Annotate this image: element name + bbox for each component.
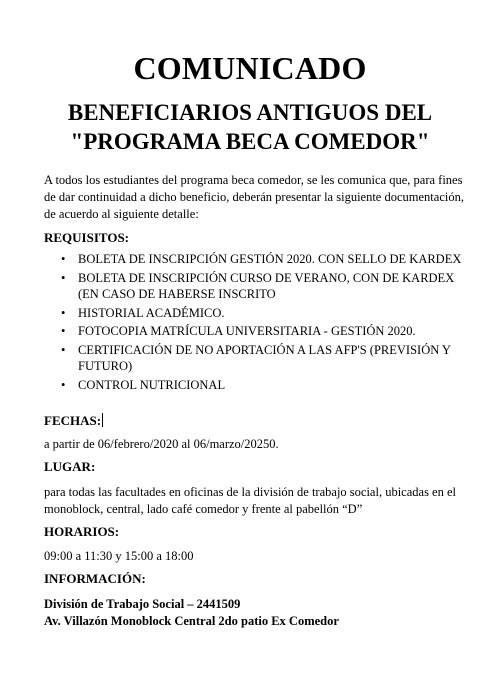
text-cursor xyxy=(102,413,103,427)
horarios-heading: HORARIOS: xyxy=(44,524,120,539)
bullet-icon: • xyxy=(61,342,66,357)
informacion-line-1: División de Trabajo Social – 2441509 xyxy=(44,597,241,611)
list-item xyxy=(44,377,464,394)
list-item-text: HISTORIAL ACADÉMICO. xyxy=(78,305,225,320)
document-subtitle xyxy=(0,98,500,156)
requisitos-heading: REQUISITOS: xyxy=(44,230,130,245)
fechas-text: a partir de 06/febrero/2020 al 06/marzo/20250. xyxy=(44,437,279,451)
list-item xyxy=(44,251,464,268)
informacion-heading: INFORMACIÓN: xyxy=(44,571,146,586)
subtitle-line-1: BENEFICIARIOS ANTIGUOS DEL xyxy=(67,100,433,125)
lugar-text: para todas las facultades en oficinas de la división de trabajo social, ubicadas en el monoblock, central, lado café comedor y frente al pabellón “D” xyxy=(44,485,456,516)
horarios-text: 09:00 a 11:30 y 15:00 a 18:00 xyxy=(44,549,194,563)
list-item-text: BOLETA DE INSCRIPCIÓN GESTIÓN 2020. CON SELLO DE KARDEX xyxy=(78,252,462,266)
list-item-text: CERTIFICACIÓN DE NO APORTACIÓN A LAS AFP'S (PREVISIÓN Y FUTURO) xyxy=(78,342,451,373)
list-item-text: FOTOCOPIA MATRÍCULA UNIVERSITARIA - GESTIÓN 2020. xyxy=(78,324,416,338)
intro-paragraph: A todos los estudiantes del programa beca comedor, se les comunica que, para fines de dar continuidad a dicho beneficio, deberán presentar la siguiente documentación, de acuerdo al siguiente detalle: xyxy=(44,173,464,221)
bullet-icon: • xyxy=(61,252,66,266)
informacion-line-2: Av. Villazón Monoblock Central 2do patio Ex Comedor xyxy=(44,614,339,628)
document-title: COMUNICADO xyxy=(133,50,367,86)
fechas-heading-text: FECHAS: xyxy=(44,413,102,428)
list-item xyxy=(44,342,464,375)
list-item-text: CONTROL NUTRICIONAL xyxy=(78,377,226,392)
subtitle-line-2: "PROGRAMA BECA COMEDOR" xyxy=(70,129,430,154)
lugar-heading: LUGAR: xyxy=(44,459,96,474)
requisitos-list xyxy=(44,251,464,393)
fechas-heading xyxy=(44,413,103,429)
list-item-text: BOLETA DE INSCRIPCIÓN CURSO DE VERANO, CON DE KARDEX (EN CASO DE HABERSE INSCRITO xyxy=(78,270,455,301)
list-item xyxy=(44,323,464,340)
bullet-icon: • xyxy=(61,270,66,285)
bullet-icon: • xyxy=(61,305,66,320)
bullet-icon: • xyxy=(61,324,66,338)
list-item xyxy=(44,270,464,303)
list-item xyxy=(44,305,464,322)
bullet-icon: • xyxy=(61,377,66,392)
